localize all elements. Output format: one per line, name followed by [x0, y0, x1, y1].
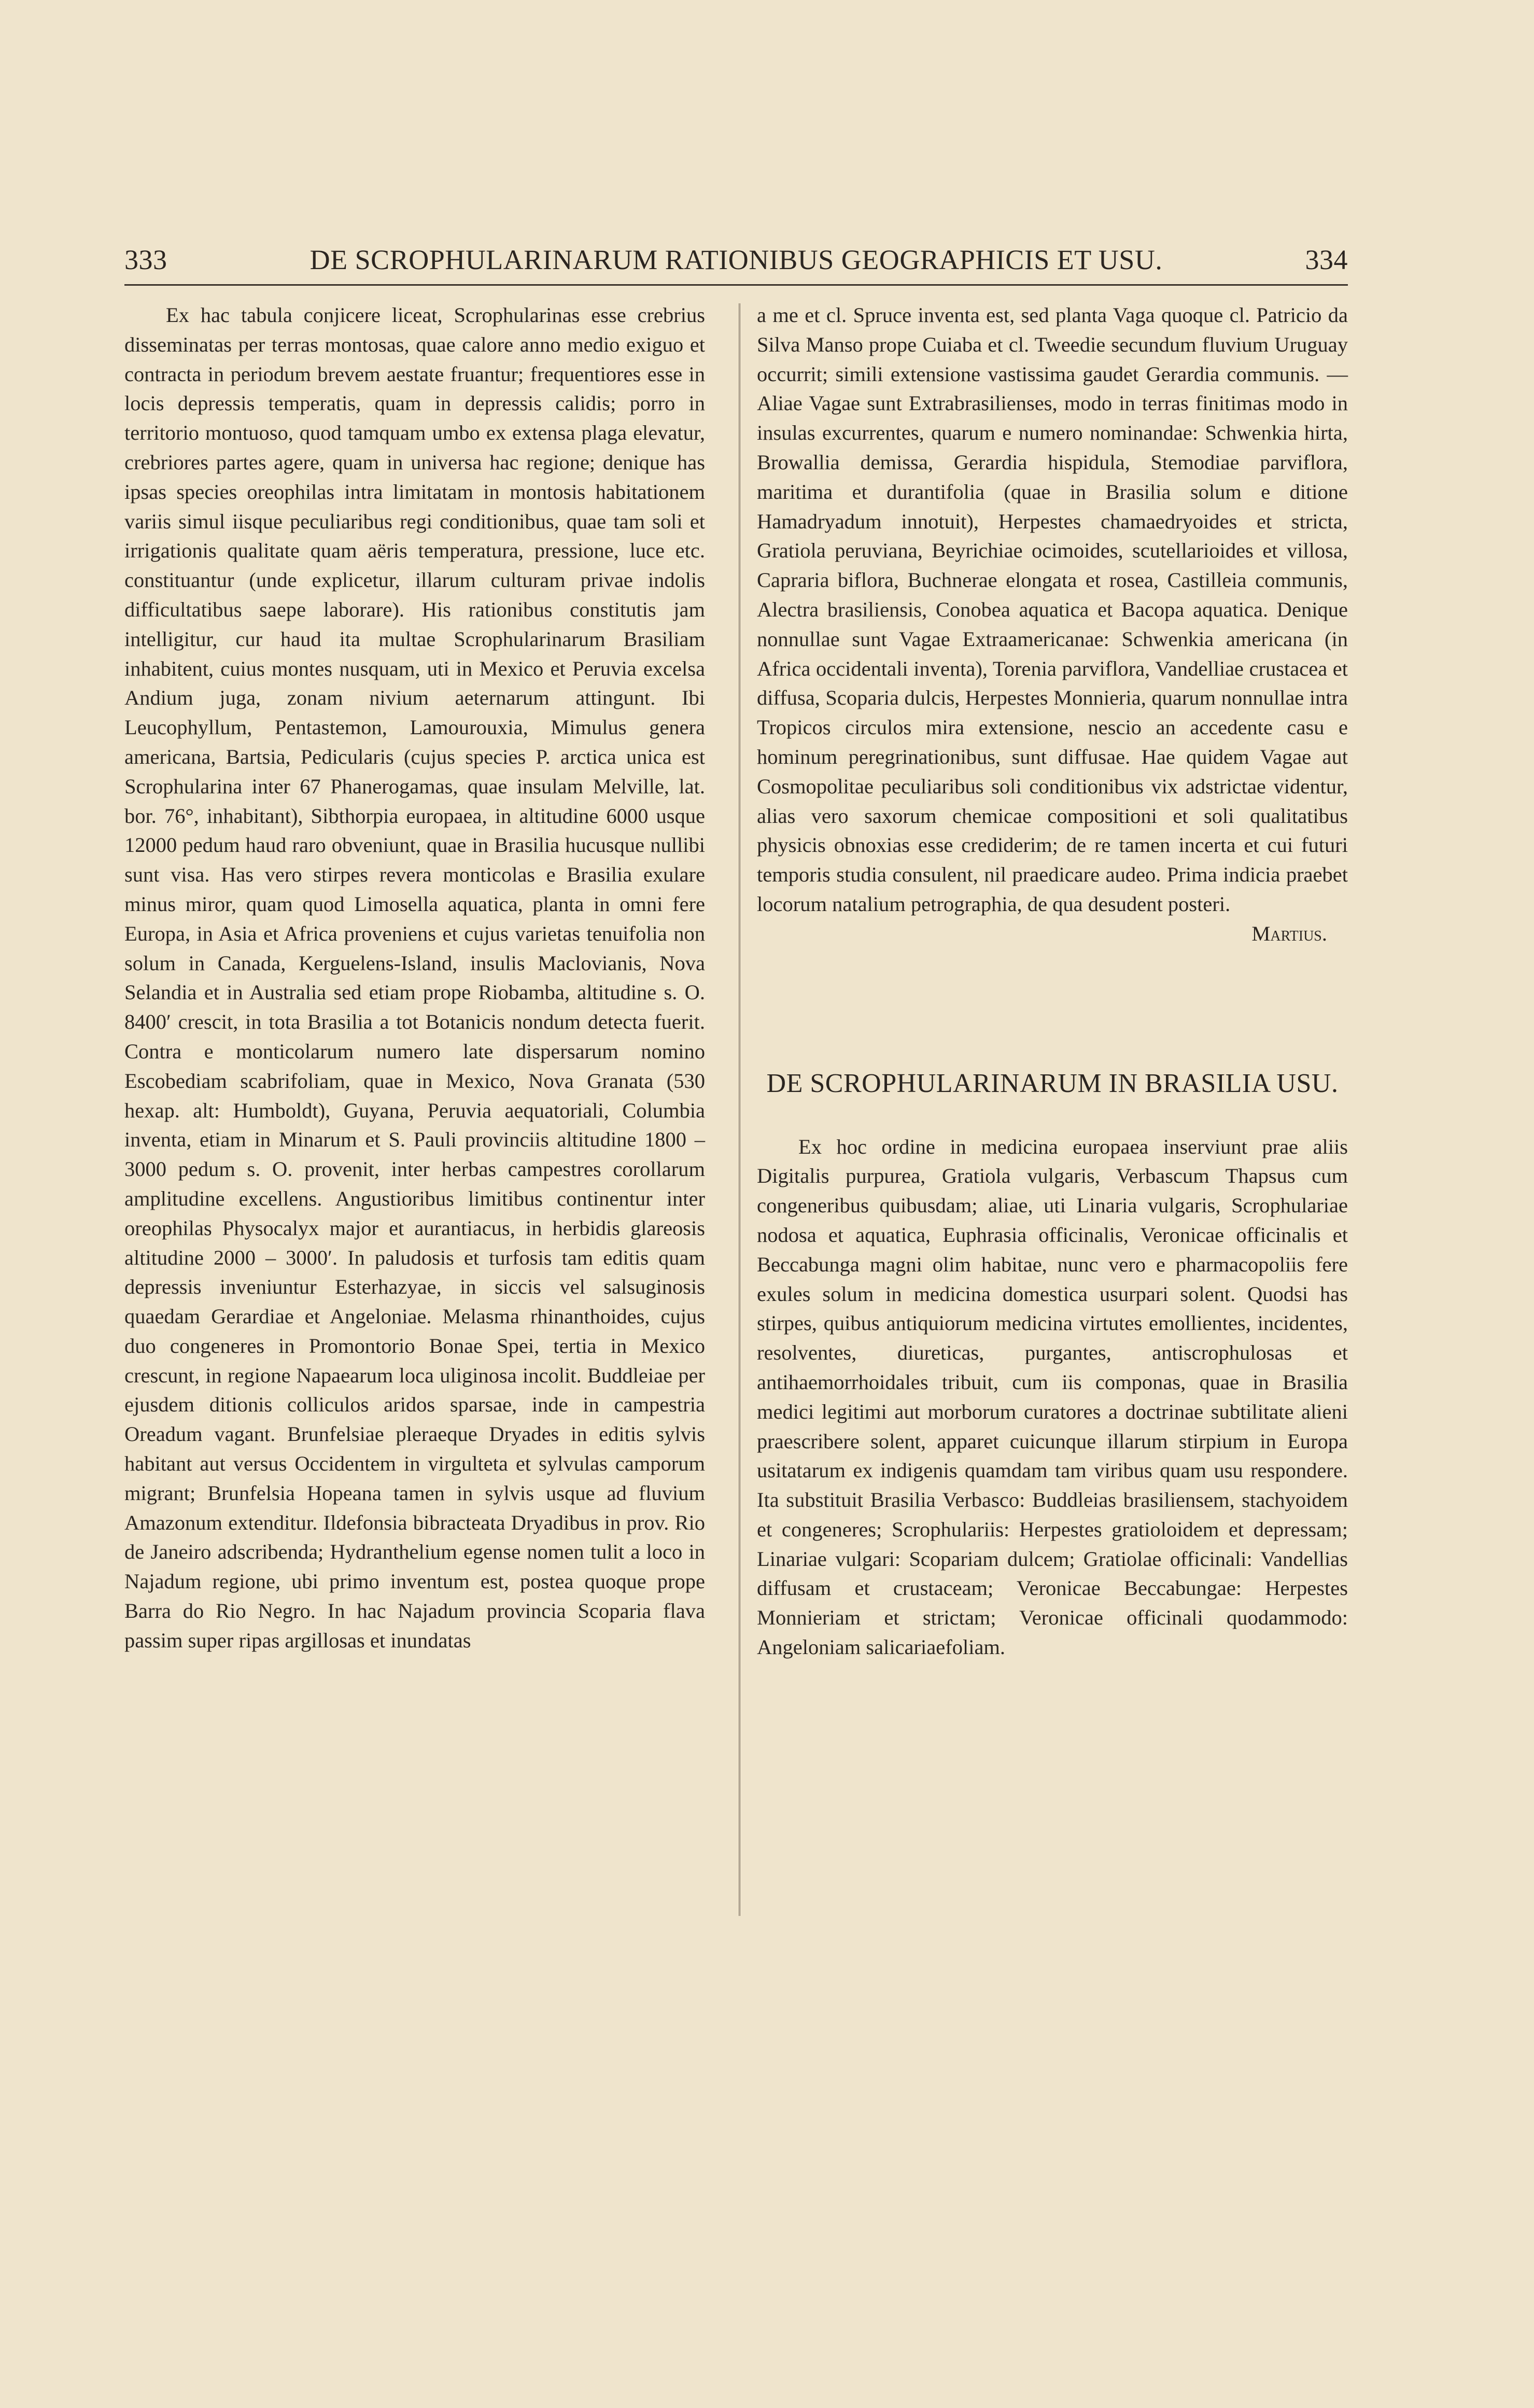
page-number-right: 334	[1305, 244, 1348, 275]
body-paragraph-right: a me et cl. Spruce inventa est, sed planta Vaga quoque cl. Patricio da Silva Manso prope Cuiaba et cl. Tweedie secundum fluvium Uruguay occurrit; simili extensione vastissima gaudet Gerardia communis. — Aliae Vagae sunt Extrabrasilienses, modo in terras finitimas modo in insulas excurrentes, quarum e numero nominandae: Schwenkia hirta, Browallia demissa, Gerardia hispidula, Stemodiae parviflora, maritima et durantifolia (quae in Brasilia solum e ditione Hamadryadum innotuit), Herpestes chamaedryoides et stricta, Gratiola peruviana, Beyrichiae ocimoides, scutellarioides et villosa, Capraria biflora, Buchnerae elongata et rosea, Castilleia communis, Alectra brasiliensis, Conobea aquatica et Bacopa aquatica. Denique nonnullae sunt Vagae Extraamericanae: Schwenkia americana (in Africa occidentali inventa), Torenia parviflora, Vandelliae crustacea et diffusa, Scoparia dulcis, Herpestes Monnieria, quarum nonnullae intra Tropicos circulos mira extensione, nescio an accedente casu e hominum peregrinationibus, sunt diffusae. Hae quidem Vagae aut Cosmopolitae peculiaribus soli conditionibus vix adstrictae videntur, alias vero saxorum chemicae compositioni et soli qualitatibus physicis obnoxias esse crediderim; de re tamen incerta et cui futuri temporis studia consulent, nil praedicare audeo. Prima indicia praebet locorum natalium petrographia, de qua desudent posteri.	[757, 303, 1348, 916]
right-column	[757, 301, 1348, 1662]
running-title: DE SCROPHULARINARUM RATIONIBUS GEOGRAPHICIS ET USU.	[309, 244, 1163, 275]
left-column	[124, 301, 705, 1656]
usu-paragraph: Ex hoc ordine in medicina europaea inserviunt prae aliis Digitalis purpurea, Gratiola vulgaris, Verbascum Thapsus cum congeneribus quibusdam; aliae, uti Linaria vulgaris, Scrophulariae nodosa et aquatica, Euphrasia officinalis, Veronicae officinalis et Beccabunga magni olim habitae, nunc vero e pharmacopoliis fere exules solum in medicina domestica usurpari solent. Quodsi has stirpes, quibus antiquiorum medicina virtutes emollientes, incidentes, resolventes, diureticas, purgantes, antiscrophulosas et antihaemorrhoidales tribuit, cum iis componas, quae in Brasilia medici legitimi aut morborum curatores a doctrinae subtilitate alieni praescribere solent, apparet cuicunque illarum stirpium in Europa usitatarum ex indigenis quamdam tam viribus quam usu respondere. Ita substituit Brasilia Verbasco: Buddleias brasiliensem, stachyoidem et congeneres; Scrophulariis: Herpestes gratioloidem et depressam; Linariae vulgari: Scopariam dulcem; Gratiolae officinali: Vandellias diffusam et crustaceam; Veronicae Beccabungae: Herpestes Monnieriam et strictam; Veronicae officinali quodammodo: Angeloniam salicariaefoliam.	[757, 1135, 1348, 1659]
running-header	[124, 244, 1348, 280]
author-signature: Martius.	[1251, 921, 1327, 945]
page-number-left: 333	[124, 244, 167, 275]
body-paragraph-left: Ex hac tabula conjicere liceat, Scrophularinas esse crebrius disseminatas per terras montosas, quae calore anno medio exiguo et contracta in periodum brevem aestate fruantur; frequentiores esse in locis depressis temperatis, quam in depressis calidis; porro in territorio montuoso, quod tamquam umbo ex extensa plaga elevatur, crebriores partes agere, quam in universa hac regione; denique has ipsas species oreophilas intra limitatam in montosis habitationem variis simul iisque peculiaribus regi conditionibus, quae tam soli et irrigationis qualitate quam aëris temperatura, pressione, luce etc. constituantur (unde explicetur, illarum culturam privae indolis difficultatibus saepe laborare). His rationibus constitutis jam intelligitur, cur haud ita multae Scrophularinarum Brasiliam inhabitent, cuius montes nusquam, uti in Mexico et Peruvia excelsa Andium juga, zonam nivium aeternarum attingunt. Ibi Leucophyllum, Pentastemon, Lamourouxia, Mimulus genera americana, Bartsia, Pedicularis (cujus species P. arctica unica est Scrophularina inter 67 Phanerogamas, quae insulam Melville, lat. bor. 76°, inhabitant), Sibthorpia europaea, in altitudine 6000 usque 12000 pedum haud raro obveniunt, quae in Brasilia hucusque nullibi sunt visa. Has vero stirpes revera monticolas e Brasilia exulare minus miror, quam quod Limosella aquatica, planta in omni fere Europa, in Asia et Africa proveniens et cujus varietas tenuifolia non solum in Canada, Kerguelens-Island, insulis Maclovianis, Nova Selandia et in Australia sed etiam prope Riobamba, altitudine s. O. 8400′ crescit, in tota Brasilia a tot Botanicis nondum detecta fuerit. Contra e monticolarum numero late dispersarum nomino Escobediam scabrifoliam, quae in Mexico, Nova Granata (530 hexap. alt: Humboldt), Guyana, Peruvia aequatoriali, Columbia inventa, etiam in Minarum et S. Pauli provinciis altitudine 1800 – 3000 pedum s. O. provenit, inter herbas campestres corollarum amplitudine excellens. Angustioribus limitibus continentur inter oreophilas Physocalyx major et aurantiacus, in herbidis glareosis altitudine 2000 – 3000′. In paludosis et turfosis tam editis quam depressis inveniuntur Esterhazyae, in siccis vel salsuginosis quaedam Gerardiae et Angeloniae. Melasma rhinanthoides, cujus duo congeneres in Promontorio Bonae Spei, tertia in Mexico crescunt, in regione Napaearum loca uliginosa incolit. Buddleiae per ejusdem ditionis colliculos aridos sparsae, inde in campestria Oreadum vagant. Brunfelsiae pleraeque Dryades in editis sylvis habitant aut versus Occidentem in virgulteta et sylvulas camporum migrant; Brunfelsia Hopeana tamen in sylvis usque ad fluvium Amazonum extenditur. Ildefonsia bibracteata Dryadibus in prov. Rio de Janeiro adscribenda; Hydranthelium egense nomen tulit a loco in Najadum regione, ubi primo inventum est, postea quoque prope Barra do Rio Negro. In hac Najadum provincia Scoparia flava passim super ripas argillosas et inundatas	[124, 303, 705, 1652]
header-rule	[124, 284, 1348, 286]
section-heading: DE SCROPHULARINARUM IN BRASILIA USU.	[766, 1068, 1339, 1098]
column-divider	[739, 303, 740, 1916]
